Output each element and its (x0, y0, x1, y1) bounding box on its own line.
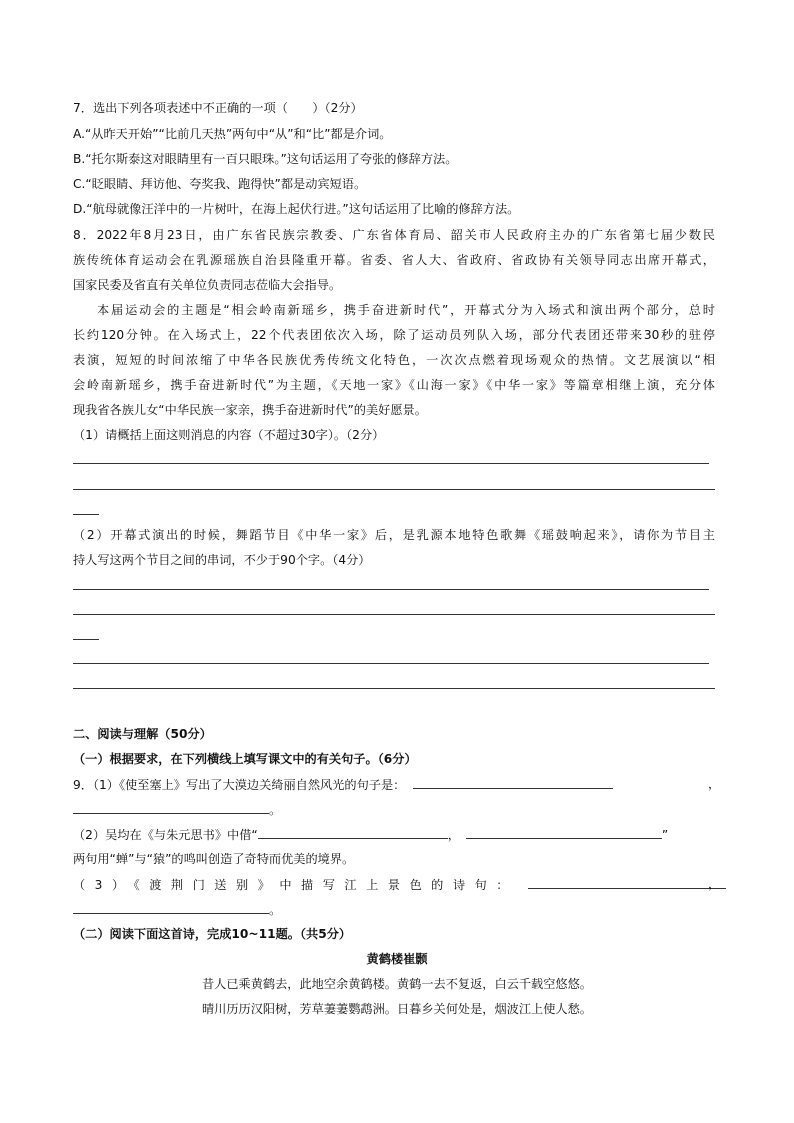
q9-2-cont: 两句用“蝉”与“猿”的鸣叫创造了奇特而优美的境界。 (73, 852, 355, 866)
answer-line[interactable] (73, 514, 99, 515)
poem-line-2: 晴川历历汉阳树，芳草萋萋鹦鹉洲。日暮乡关何处是，烟波江上使人愁。 (202, 1002, 592, 1016)
q9-3-text: （3）《渡荆门送别》中描写江上景色的诗句： (73, 878, 518, 892)
fill-blank[interactable] (528, 876, 726, 889)
poem-line-1: 昔人已乘黄鹤去，此地空余黄鹤楼。黄鹤一去不复返，白云千载空悠悠。 (202, 977, 592, 991)
q8-sub2-line1: （2）开幕式演出的时候，舞蹈节目《中华一家》后，是乳源本地特色歌舞《瑶鼓响起来》，请你为节目主 (73, 528, 715, 542)
answer-line[interactable] (73, 489, 715, 490)
q8-para2-line4: 会岭南新瑶乡，携手奋进新时代”为主题，《天地一家》《山海一家》《中华一家》等篇章相继上演，充分体 (73, 378, 715, 392)
q8-para1-line1: 8．2022年8月23日，由广东省民族宗教委、广东省体育局、韶关市人民政府主办的广东省第七届少数民 (73, 228, 715, 242)
q8-para2-line5: 现我省各族儿女“中华民族一家亲，携手奋进新时代”的美好愿景。 (73, 403, 427, 417)
answer-line[interactable] (73, 589, 709, 590)
fill-blank[interactable] (258, 826, 448, 839)
answer-line[interactable] (73, 614, 715, 615)
q9-2-close-quote: ” (661, 828, 669, 842)
q7-option-c: C.“眨眼睛、拜访他、夸奖我、跑得快”都是动宾短语。 (73, 177, 367, 191)
q9-1-line (73, 776, 613, 793)
q9-1-period: 。 (269, 803, 282, 817)
q8-para2-line1: 本届运动会的主题是“相会岭南新瑶乡，携手奋进新时代”，开幕式分为入场式和演出两个部分，总时 (97, 303, 715, 317)
q7-stem: 7．选出下列各项表述中不正确的一项（ ）（2分） (73, 101, 363, 115)
fill-blank[interactable] (413, 776, 613, 789)
q9-1-comma: ， (708, 777, 721, 791)
q8-sub1: （1）请概括上面这则消息的内容（不超过30字）。（2分） (73, 428, 385, 442)
q9-1-line2 (73, 801, 281, 818)
q8-para2-line2: 长约120分钟。在入场式上，22个代表团依次入场，除了运动员列队入场，部分代表团还带来30秒的驻停 (73, 328, 715, 342)
fill-blank[interactable] (466, 826, 662, 839)
part2-title: （二）阅读下面这首诗，完成10~11题。（共5分） (73, 927, 352, 941)
q8-sub2-line2: 持人写这两个节目之间的串词，不少于90个字。（4分） (73, 553, 371, 567)
answer-line[interactable] (73, 639, 99, 640)
q7-option-a: A.“从昨天开始”“比前几天热”两句中“从”和“比”都是介词。 (73, 127, 392, 141)
poem-title: 黄鹤楼崔颢 (366, 952, 428, 966)
q9-2-line (73, 826, 668, 843)
q9-3-comma: ， (708, 877, 721, 891)
q9-2-comma: ， (447, 828, 460, 842)
part1-title: （一）根据要求，在下列横线上填写课文中的有关句子。（6分） (73, 752, 417, 766)
q7-option-d: D.“航母就像汪洋中的一片树叶，在海上起伏行进。”这句话运用了比喻的修辞方法。 (73, 202, 520, 216)
section2-title: 二、阅读与理解（50分） (73, 727, 212, 741)
answer-line[interactable] (73, 688, 715, 689)
answer-line[interactable] (73, 463, 709, 464)
q8-para2-line3: 表演，短短的时间浓缩了中华各民族优秀传统文化特色，一次次点燃着现场观众的热情。文艺展演以“相 (73, 353, 715, 367)
q8-para1-line3: 国家民委及省直有关单位负责同志莅临大会指导。 (73, 278, 342, 292)
q9-3-line (73, 876, 726, 893)
q9-3-period: 。 (269, 903, 282, 917)
q7-option-b: B.“托尔斯泰这对眼睛里有一百只眼珠。”这句话运用了夸张的修辞方法。 (73, 152, 458, 166)
answer-line[interactable] (73, 663, 709, 664)
q9-1-text: 9．（1）《使至塞上》写出了大漠边关绮丽自然风光的句子是： (73, 778, 406, 792)
q9-2-text: （2）吴均在《与朱元思书》中借“ (73, 828, 258, 842)
fill-blank[interactable] (73, 801, 269, 814)
fill-blank[interactable] (73, 901, 269, 914)
q8-para1-line2: 族传统体育运动会在乳源瑶族自治县隆重开幕。省委、省人大、省政府、省政协有关领导同志出席开幕式， (73, 253, 715, 267)
q9-3-line2 (73, 901, 281, 918)
